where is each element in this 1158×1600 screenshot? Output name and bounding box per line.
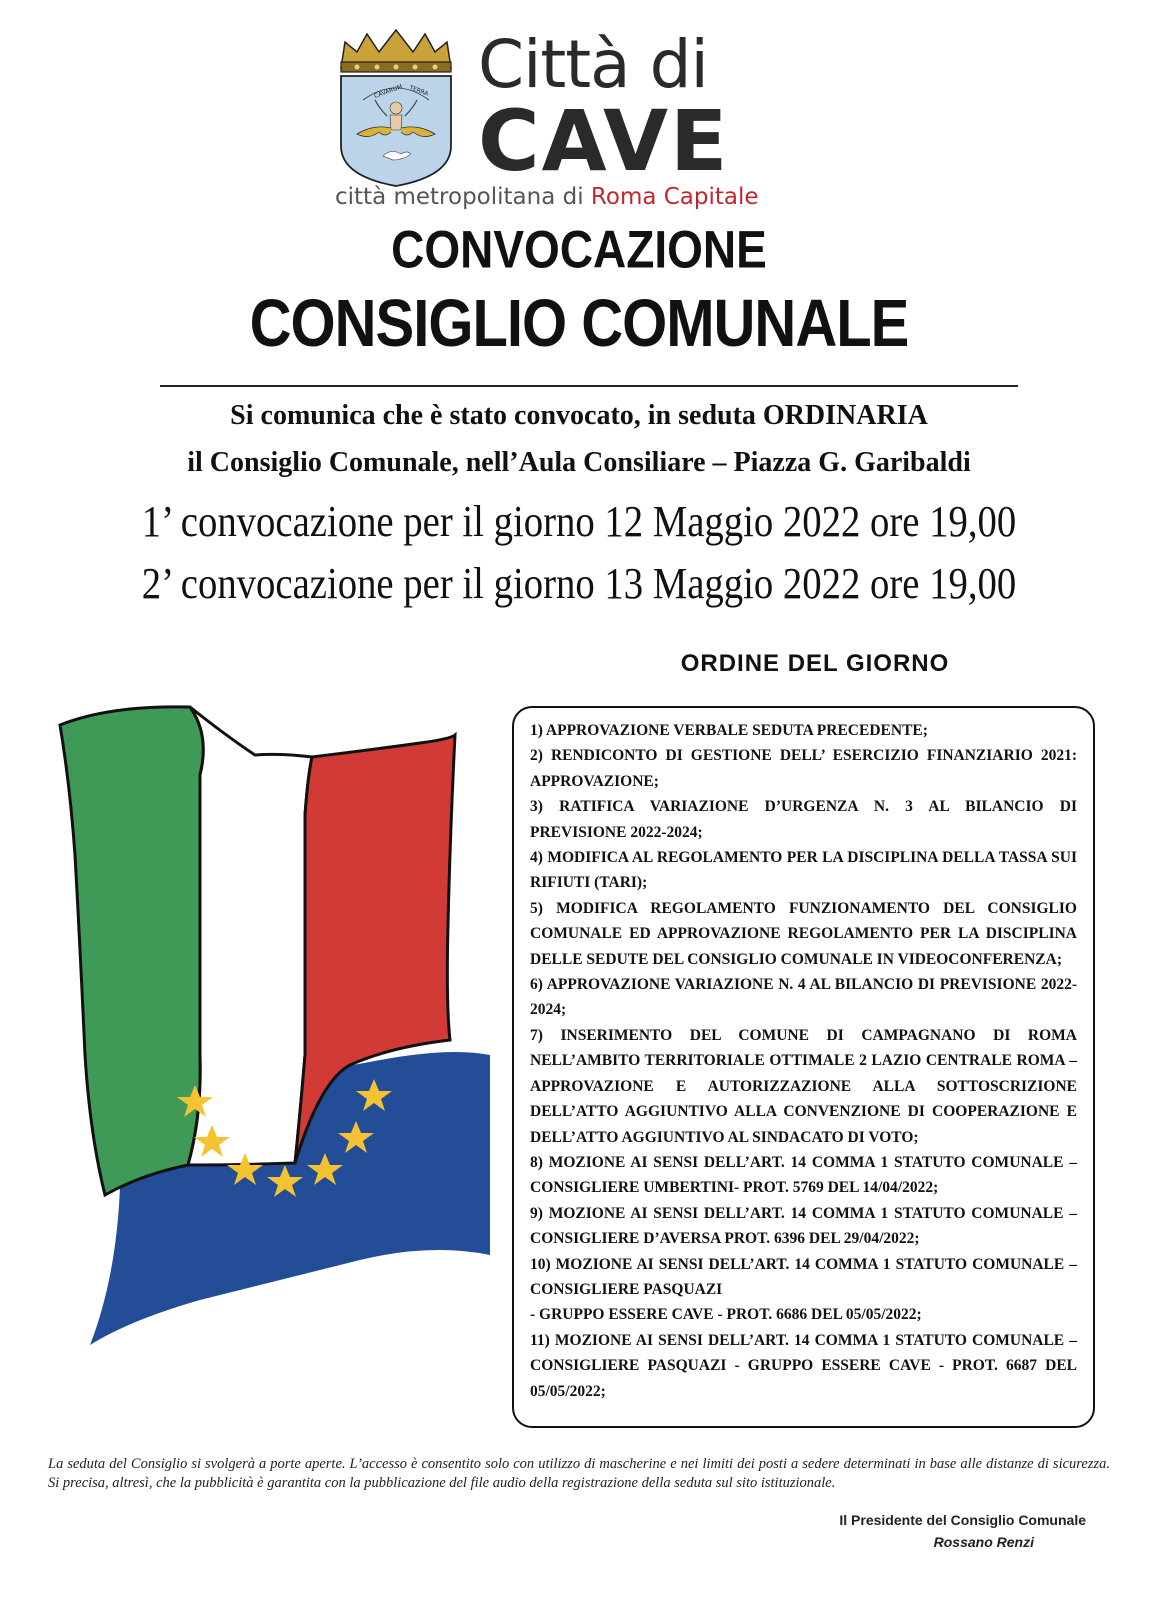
title-divider (160, 385, 1018, 387)
agenda-item: 1) APPROVAZIONE VERBALE SEDUTA PRECEDENTE; (530, 722, 928, 739)
intro-line-1: Si comunica che è stato convocato, in seduta ORDINARIA (230, 400, 928, 431)
president-name: Rossano Renzi (933, 1534, 1034, 1550)
first-convocation: 1’ convocazione per il giorno 12 Maggio 2022 ore 19,00 (141, 497, 1017, 546)
metro-city: Roma Capitale (590, 184, 759, 210)
city-crest-logo (335, 28, 457, 188)
agenda-item: - GRUPPO ESSERE CAVE - PROT. 6686 DEL 05/05/2022; (530, 1306, 922, 1324)
metro-subtitle (335, 184, 855, 210)
city-name: CAVE (478, 92, 730, 190)
svg-text:TERRA: TERRA (408, 84, 430, 98)
italy-eu-flags-illustration (50, 695, 510, 1355)
agenda-item: 3) RATIFICA VARIAZIONE D’URGENZA N. 3 AL BILANCIO DI PREVISIONE 2022-2024; (530, 798, 1077, 841)
agenda-item: 7) INSERIMENTO DEL COMUNE DI CAMPAGNANO DI ROMA NELL’AMBITO TERRITORIALE OTTIMALE 2 LAZIO CENTRALE ROMA – APPROVAZIONE E AUTORIZZAZIONE ALLA SOTTOSCRIZIONE DELL’ATTO AGGIUNTIVO ALLA CONVENZIONE DI COOPERAZIONE E DELL’ATTO AGGIUNTIVO AL SINDACATO DI VOTO; (530, 1026, 1077, 1146)
intro-line-2: il Consiglio Comunale, nell’Aula Consiliare – Piazza G. Garibaldi (187, 447, 971, 478)
metro-prefix: città metropolitana di (335, 184, 584, 210)
agenda-box (512, 706, 1095, 1428)
agenda-item: 6) APPROVAZIONE VARIAZIONE N. 4 AL BILANCIO DI PREVISIONE 2022-2024; (530, 976, 1077, 1019)
agenda-item: 9) MOZIONE AI SENSI DELL’ART. 14 COMMA 1 STATUTO COMUNALE – CONSIGLIERE D’AVERSA PROT. 6396 DEL 29/04/2022; (530, 1204, 1077, 1248)
footer-note: La seduta del Consiglio si svolgerà a porte aperte. L’accesso è consentito solo con utilizzo di mascherine e nei limiti dei posti a sedere determinati in base alle distanze di sicurezza. Si precisa, altresì, che la pubblicità è garantita con la pubblicazione del file audio della registrazione della seduta sul sito istituzionale. (48, 1456, 1110, 1491)
agenda-item: 5) MODIFICA REGOLAMENTO FUNZIONAMENTO DEL CONSIGLIO COMUNALE ED APPROVAZIONE REGOLAMENTO PER LA DISCIPLINA DELLE SEDUTE DEL CONSIGLIO COMUNALE IN VIDEOCONFERENZA; (530, 899, 1077, 968)
agenda-list (530, 718, 1077, 1404)
president-title: Il Presidente del Consiglio Comunale (839, 1512, 1086, 1528)
svg-text:CAVARUM: CAVARUM (373, 83, 404, 100)
agenda-item: 11) MOZIONE AI SENSI DELL’ART. 14 COMMA 1 STATUTO COMUNALE – CONSIGLIERE PASQUAZI - GRUPPO ESSERE CAVE - PROT. 6687 DEL 05/05/2022; (530, 1331, 1077, 1400)
convocation-title: CONVOCAZIONE (391, 219, 767, 279)
crown-icon (341, 30, 451, 72)
agenda-item: 8) MOZIONE AI SENSI DELL’ART. 14 COMMA 1 STATUTO COMUNALE – CONSIGLIERE UMBERTINI- PROT. 5769 DEL 14/04/2022; (530, 1153, 1077, 1197)
agenda-item: 4) MODIFICA AL REGOLAMENTO PER LA DISCIPLINA DELLA TASSA SUI RIFIUTI (TARI); (530, 849, 1077, 892)
agenda-heading: ORDINE DEL GIORNO (680, 650, 950, 677)
second-convocation: 2’ convocazione per il giorno 13 Maggio 2022 ore 19,00 (141, 559, 1017, 608)
council-title: CONSIGLIO COMUNALE (249, 286, 909, 361)
agenda-item: 10) MOZIONE AI SENSI DELL’ART. 14 COMMA 1 STATUTO COMUNALE – CONSIGLIERE PASQUAZI (530, 1255, 1077, 1298)
city-title: Città di (478, 26, 708, 103)
agenda-item: 2) RENDICONTO DI GESTIONE DELL’ ESERCIZIO FINANZIARIO 2021: APPROVAZIONE; (530, 747, 1077, 790)
